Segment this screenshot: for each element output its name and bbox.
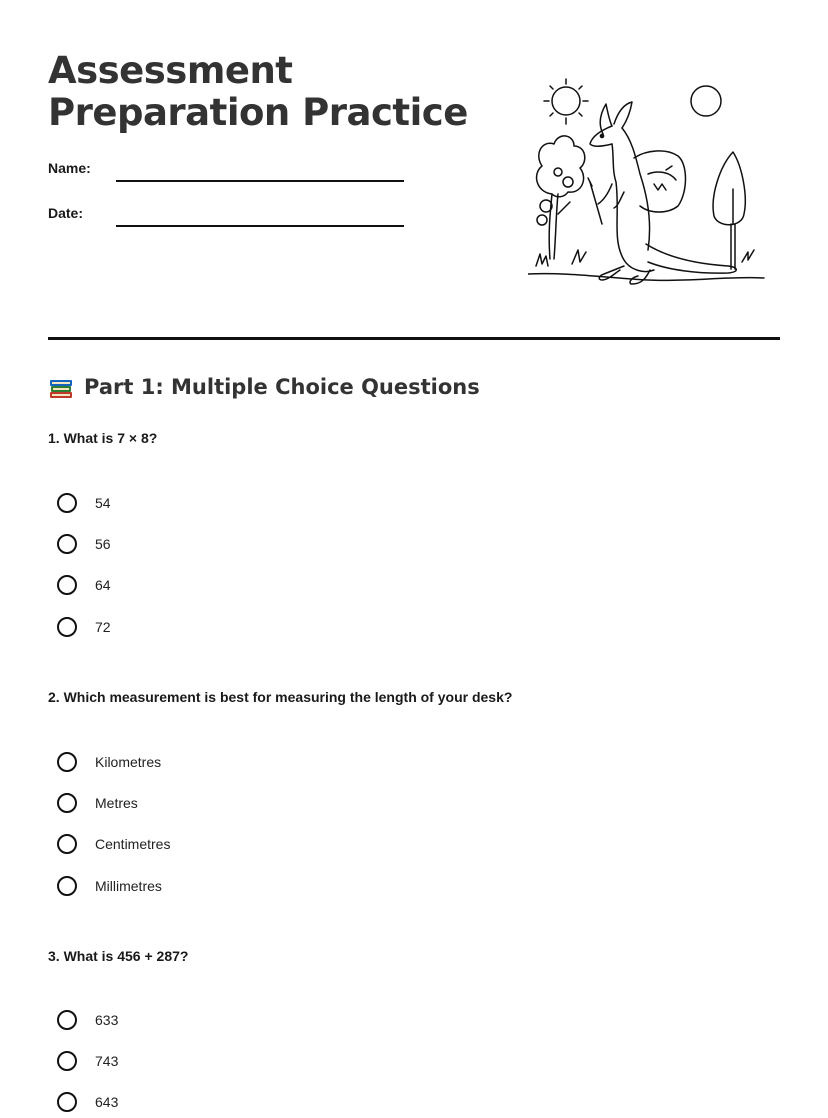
radio-button[interactable] — [57, 1010, 77, 1030]
radio-button[interactable] — [57, 752, 77, 772]
q3-option-b[interactable] — [57, 1048, 118, 1074]
date-answer-line[interactable] — [116, 225, 404, 227]
option-label: Millimetres — [95, 878, 162, 894]
tree-icon — [536, 136, 586, 266]
q3-option-c[interactable] — [57, 1089, 118, 1115]
option-label: 643 — [95, 1094, 119, 1110]
q1-option-a[interactable] — [57, 490, 111, 516]
option-label: 64 — [95, 577, 111, 593]
page-title: Assessment Preparation Practice — [48, 49, 468, 134]
q3-option-a[interactable] — [57, 1007, 118, 1033]
q2-option-b[interactable] — [57, 790, 138, 816]
radio-button[interactable] — [57, 575, 77, 595]
option-label: Centimetres — [95, 836, 171, 852]
part1-title: Part 1: Multiple Choice Questions — [84, 375, 480, 399]
q1-option-c[interactable] — [57, 572, 111, 598]
q1-option-b[interactable] — [57, 531, 111, 557]
radio-button[interactable] — [57, 834, 77, 854]
q2-option-a[interactable] — [57, 749, 161, 775]
radio-button[interactable] — [57, 617, 77, 637]
circle-icon — [691, 86, 721, 116]
option-label: 56 — [95, 536, 111, 552]
option-label: Kilometres — [95, 754, 162, 770]
question-1: 1. What is 7 × 8? — [48, 430, 158, 446]
radio-button[interactable] — [57, 534, 77, 554]
option-label: Metres — [95, 795, 138, 811]
radio-button[interactable] — [57, 1051, 77, 1071]
name-field[interactable] — [48, 160, 408, 190]
question-3: 3. What is 456 + 287? — [48, 948, 189, 964]
option-label: 743 — [95, 1053, 119, 1069]
books-icon — [48, 374, 74, 400]
q2-option-d[interactable] — [57, 873, 162, 899]
option-label: 72 — [95, 619, 111, 635]
date-label: Date: — [48, 205, 84, 221]
sun-icon — [544, 79, 588, 124]
radio-button[interactable] — [57, 793, 77, 813]
radio-button[interactable] — [57, 493, 77, 513]
name-answer-line[interactable] — [116, 180, 404, 182]
radio-button[interactable] — [57, 1092, 77, 1112]
option-label: 54 — [95, 495, 111, 511]
tree-icon — [713, 152, 754, 269]
radio-button[interactable] — [57, 876, 77, 896]
part1-heading — [48, 374, 480, 400]
question-2: 2. Which measurement is best for measuring the length of your desk? — [48, 689, 513, 705]
q1-option-d[interactable] — [57, 614, 111, 640]
name-label: Name: — [48, 160, 91, 176]
option-label: 633 — [95, 1012, 119, 1028]
q2-option-c[interactable] — [57, 831, 170, 857]
kangaroo-illustration — [528, 74, 768, 296]
section-divider — [48, 337, 780, 340]
date-field[interactable] — [48, 205, 408, 235]
